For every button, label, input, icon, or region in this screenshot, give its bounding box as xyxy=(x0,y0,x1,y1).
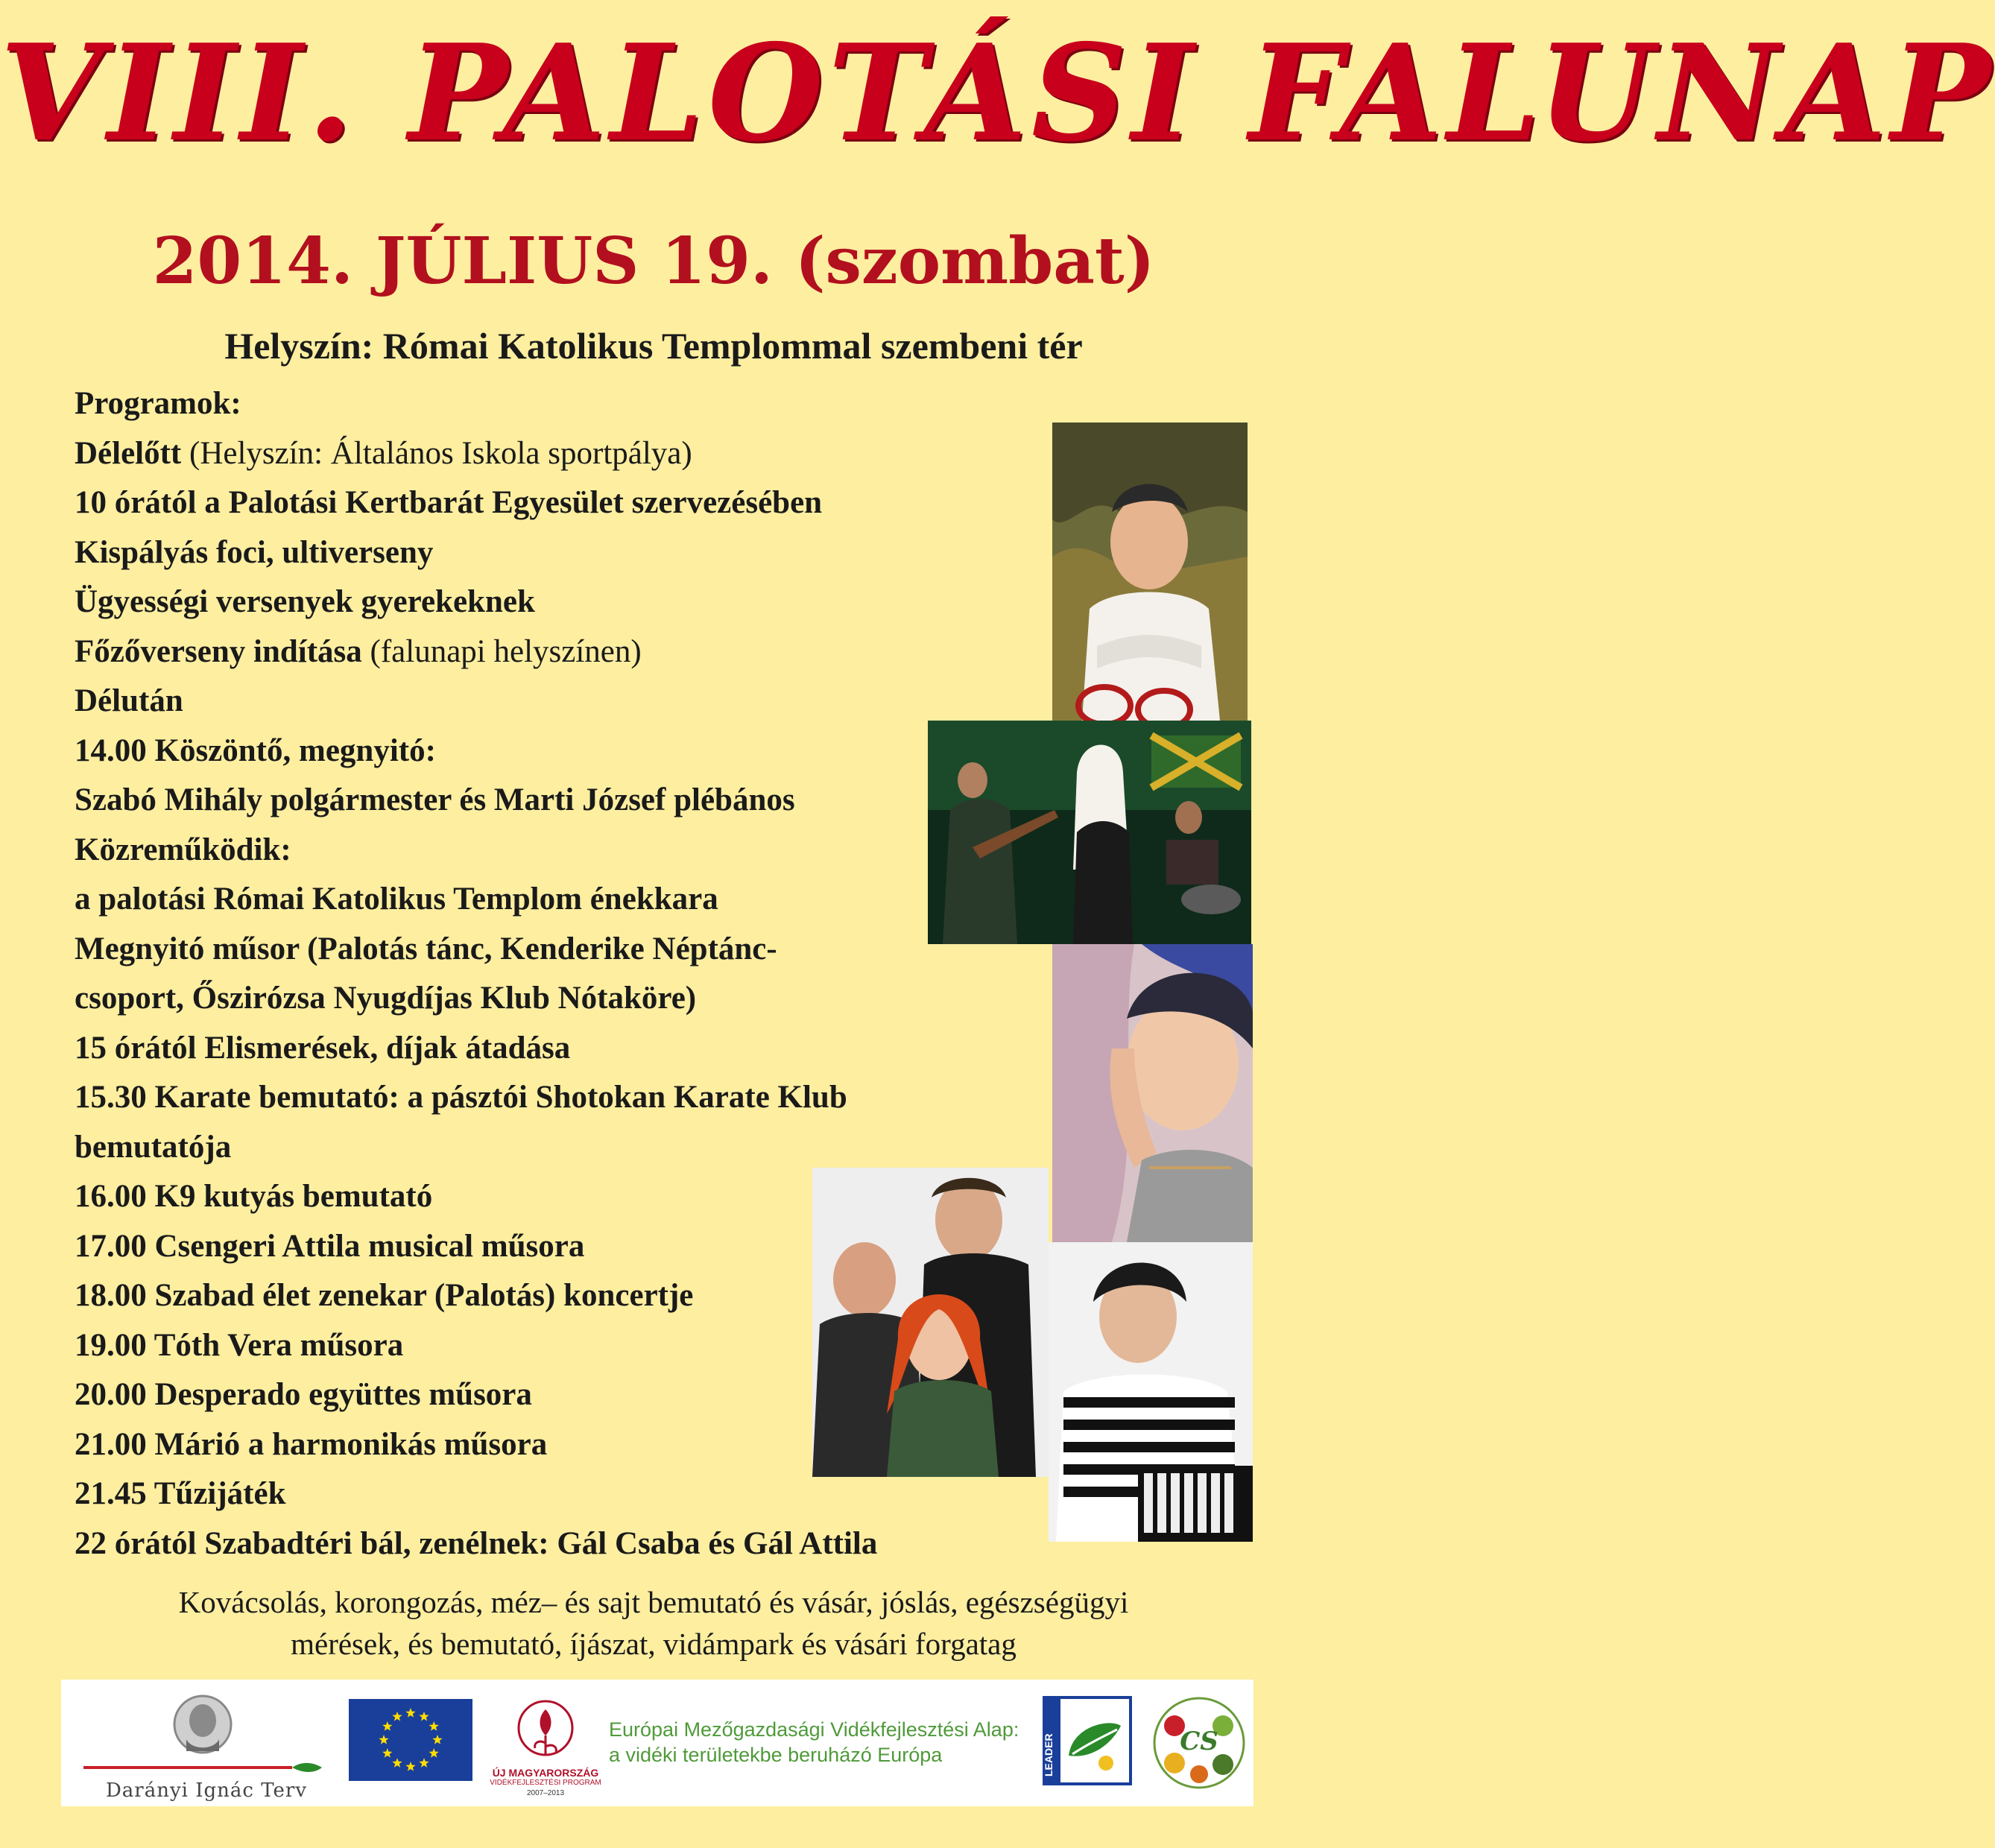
program-line xyxy=(75,429,1043,479)
svg-text:CS: CS xyxy=(1180,1727,1218,1756)
leader-logo xyxy=(1043,1696,1132,1785)
program-line xyxy=(75,974,1043,1024)
program-line-bold: Programok: xyxy=(75,386,241,421)
daranyi-ignac-terv-text: Darányi Ignác Terv xyxy=(105,1779,308,1802)
program-line-bold: a palotási Római Katolikus Templom énekkara xyxy=(75,882,718,917)
program-line xyxy=(75,1519,1043,1569)
program-line xyxy=(75,925,1043,975)
program-line xyxy=(75,1073,1043,1123)
program-line xyxy=(75,379,1043,429)
program-line-bold: 14.00 Köszöntő, megnyitó: xyxy=(75,732,436,768)
uj-magyarorszag-text xyxy=(486,1768,605,1799)
program-line-bold: 15 órától Elismerések, díjak átadása xyxy=(75,1030,571,1066)
program-line-bold: 15.30 Karate bemutató: a pásztói Shotokan Karate Klub xyxy=(75,1080,847,1115)
program-line-bold: Közreműködik: xyxy=(75,832,291,867)
program-line-bold: 22 órától Szabadtéri bál, zenélnek: Gál Csaba és Gál Attila xyxy=(75,1525,878,1561)
performer-photo-white-shirt xyxy=(1052,423,1248,721)
bottom-activities-line-2: mérések, és bemutató, íjászat, vidámpark és vásári forgatag xyxy=(291,1627,1017,1661)
leader-label: LEADER xyxy=(1043,1733,1055,1776)
program-line-detail: (Helyszín: Általános Iskola sportpálya) xyxy=(181,435,692,471)
bottom-activities-line-1: Kovácsolás, korongozás, méz– és sajt bemutató és vásár, jóslás, egészségügyi xyxy=(178,1585,1129,1619)
program-line-bold: 21.00 Márió a harmonikás műsora xyxy=(75,1426,548,1462)
program-line-bold: csoport, Őszirózsa Nyugdíjas Klub Nótaköre) xyxy=(75,981,697,1016)
daranyi-ignac-terv-logo xyxy=(69,1680,337,1806)
program-line xyxy=(75,627,1043,677)
eafrd-text xyxy=(609,1717,1071,1768)
program-line-bold: bemutatója xyxy=(75,1129,232,1165)
eafrd-line-1: Európai Mezőgazdasági Vidékfejlesztési Alap: xyxy=(609,1718,1019,1741)
program-line-bold: Főzőverseny indítása xyxy=(75,633,362,669)
program-line xyxy=(75,875,1043,925)
program-line-bold: Délelőtt xyxy=(75,435,182,471)
program-line-detail: (falunapi helyszínen) xyxy=(361,633,642,669)
eafrd-line-2: a vidéki területekbe beruházó Európa xyxy=(609,1744,943,1766)
uj-magyarorszag-line-2: VIDÉKFEJLESZTÉSI PROGRAM xyxy=(490,1779,601,1787)
group-photo-three-performers xyxy=(812,1168,1049,1477)
program-line-bold: 18.00 Szabad élet zenekar (Palotás) koncertje xyxy=(75,1278,694,1313)
program-line-bold: Délután xyxy=(75,683,183,718)
program-line-bold: 21.45 Tűzijáték xyxy=(75,1476,286,1511)
program-line xyxy=(75,528,1043,578)
program-line-bold: 10 órától a Palotási Kertbarát Egyesület szervezésében xyxy=(75,485,823,520)
program-line-bold: 19.00 Tóth Vera műsora xyxy=(75,1327,404,1363)
program-line-bold: Szabó Mihály polgármester és Marti József plébános xyxy=(75,782,795,817)
poster-title: VIII. PALOTÁSI FALUNAP xyxy=(0,15,1995,171)
uj-magyarorszag-logo xyxy=(508,1694,583,1769)
program-line xyxy=(75,478,1043,528)
event-location: Helyszín: Római Katolikus Templommal szembeni tér xyxy=(224,325,1083,367)
event-date: 2014. JÚLIUS 19. (szombat) xyxy=(152,224,1155,299)
program-line-bold: 20.00 Desperado együttes műsora xyxy=(75,1377,532,1412)
program-line-bold: 17.00 Csengeri Attila musical műsora xyxy=(75,1228,585,1264)
program-line xyxy=(75,1024,1043,1074)
program-line-bold: Kispályás foci, ultiverseny xyxy=(75,534,434,570)
performer-photo-woman xyxy=(1052,944,1253,1242)
cserhatalja-logo xyxy=(1152,1696,1246,1790)
band-stage-photo xyxy=(928,721,1251,944)
program-line xyxy=(75,826,1043,876)
program-line-bold: Megnyitó műsor (Palotás tánc, Kenderike Néptánc- xyxy=(75,931,777,966)
accordion-player-photo xyxy=(1049,1242,1253,1542)
program-line-bold: 16.00 K9 kutyás bemutató xyxy=(75,1179,433,1214)
program-line xyxy=(75,727,1043,776)
program-line xyxy=(75,578,1043,627)
uj-magyarorszag-line-3: 2007–2013 xyxy=(526,1789,565,1797)
sponsor-logo-band xyxy=(61,1680,1253,1806)
program-line xyxy=(75,677,1043,727)
bottom-activities xyxy=(45,1581,1262,1665)
uj-magyarorszag-line-1: ÚJ MAGYARORSZÁG xyxy=(492,1767,599,1779)
program-line xyxy=(75,1123,1043,1173)
program-line-bold: Ügyességi versenyek gyerekeknek xyxy=(75,584,535,619)
eu-flag-icon xyxy=(349,1699,472,1781)
program-line xyxy=(75,776,1043,826)
